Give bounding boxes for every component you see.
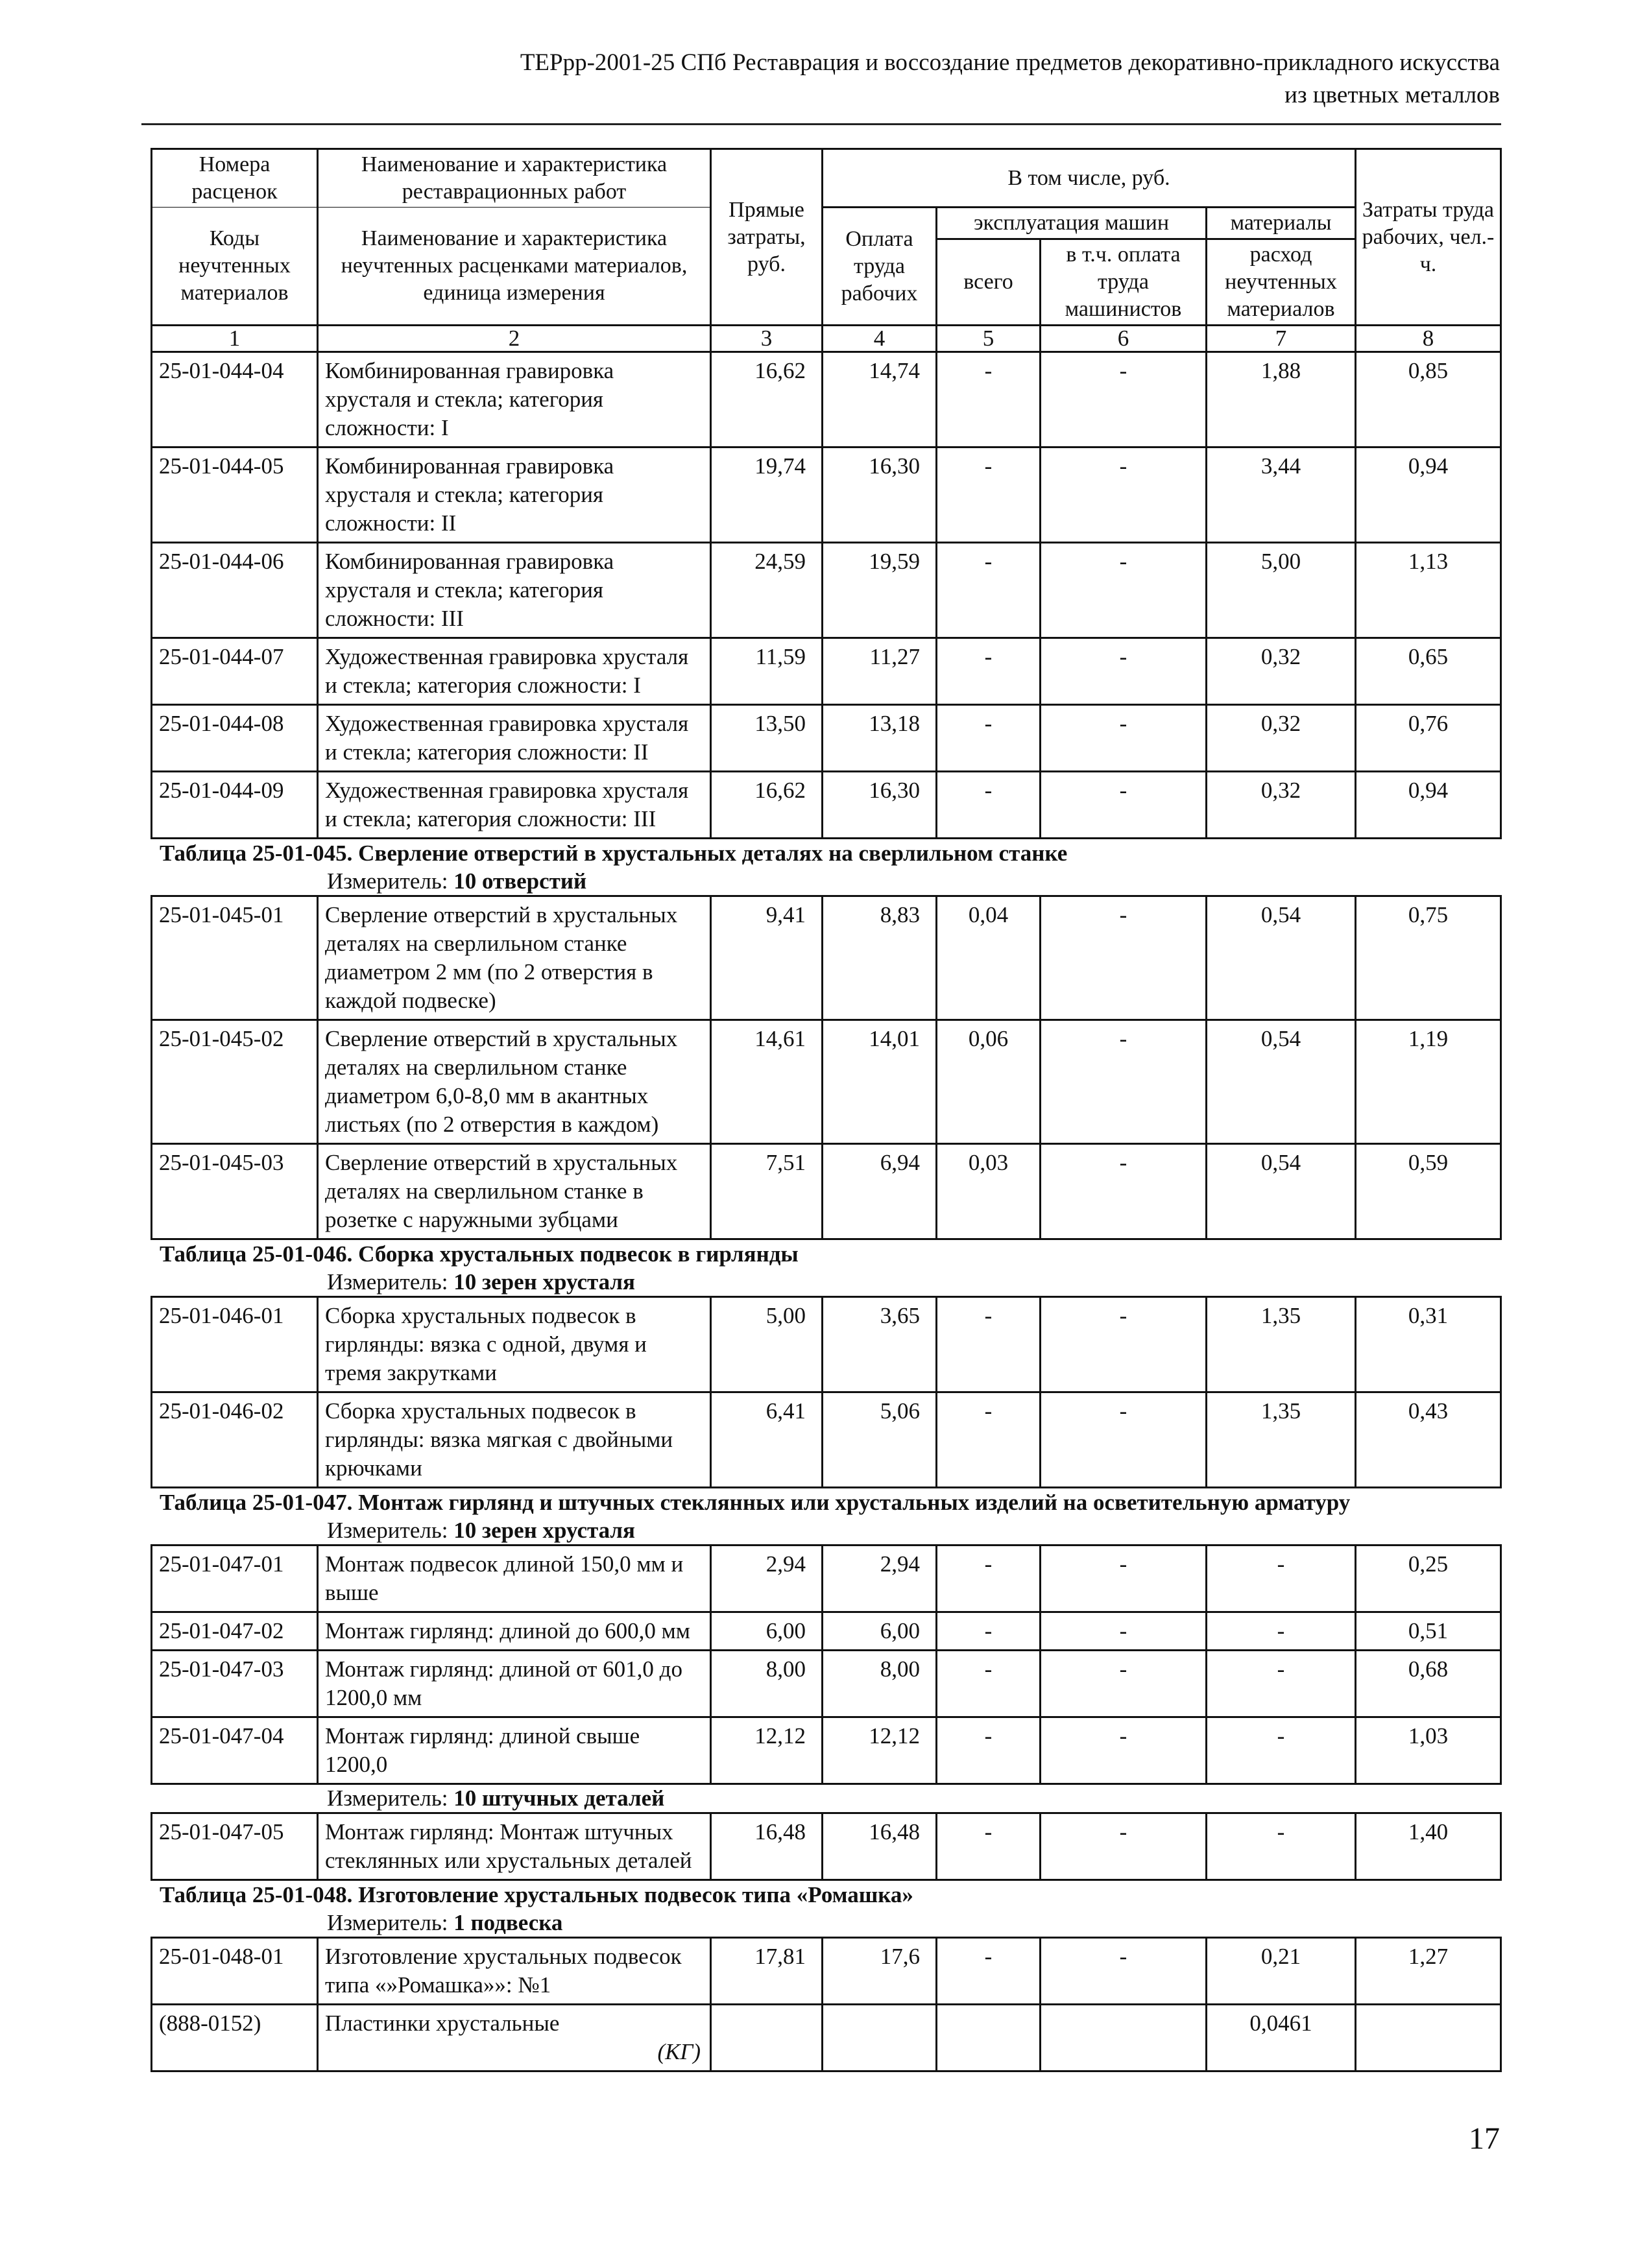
material-amount: 0,0461 <box>1207 2005 1356 2071</box>
direct-cost: 6,00 <box>711 1612 823 1651</box>
price-table <box>151 1296 1502 1488</box>
work-name: Монтаж гирлянд: длиной от 601,0 до 1200,0 мм <box>318 1651 711 1717</box>
meter-value: 10 штучных деталей <box>453 1785 665 1811</box>
table-meter <box>151 1785 1500 1812</box>
material-cost: 1,35 <box>1207 1297 1356 1392</box>
table-row <box>152 705 1501 772</box>
machinist-wage: - <box>1041 1938 1207 2005</box>
wage-cost: 14,01 <box>823 1020 937 1144</box>
machinist-wage: - <box>1041 1651 1207 1717</box>
table-row <box>152 1297 1501 1392</box>
col-number: 7 <box>1207 326 1356 352</box>
machinist-wage: - <box>1041 705 1207 772</box>
header-line-1: ТЕРрр-2001-25 СПб Реставрация и воссоздание предметов декоративно-прикладного искусства <box>520 49 1500 76</box>
col-name-bottom: Наименование и характеристика неучтенных расценками материалов, единица измерения <box>318 208 711 326</box>
work-name: Сборка хрустальных подвесок в гирлянды: вязка с одной, двумя и тремя закрутками <box>318 1297 711 1392</box>
machinist-wage: - <box>1041 1717 1207 1784</box>
work-name: Художественная гравировка хрусталя и стекла; категория сложности: I <box>318 638 711 705</box>
labor-hours: 0,76 <box>1356 705 1501 772</box>
direct-cost: 8,00 <box>711 1651 823 1717</box>
machine-cost: - <box>937 772 1041 839</box>
meter-value: 10 зерен хрусталя <box>453 1269 635 1295</box>
rate-code: 25-01-044-09 <box>152 772 318 839</box>
meter-value: 1 подвеска <box>453 1910 563 1935</box>
machine-cost: - <box>937 352 1041 448</box>
material-cost: 0,54 <box>1207 1144 1356 1239</box>
table-row <box>152 1020 1501 1144</box>
labor-hours: 1,13 <box>1356 543 1501 638</box>
col-labor: Затраты труда рабочих, чел.-ч. <box>1356 149 1501 326</box>
rate-code: 25-01-045-02 <box>152 1020 318 1144</box>
work-name: Комбинированная гравировка хрусталя и стекла; категория сложности: III <box>318 543 711 638</box>
machine-cost: - <box>937 1717 1041 1784</box>
col-number: 5 <box>937 326 1041 352</box>
machine-cost: 0,03 <box>937 1144 1041 1239</box>
table-caption-text: Сверление отверстий в хрустальных деталях на сверлильном станке <box>358 841 1068 866</box>
machine-cost: - <box>937 1938 1041 2005</box>
wage-cost: 19,59 <box>823 543 937 638</box>
machinist-wage: - <box>1041 1546 1207 1612</box>
work-name: Художественная гравировка хрусталя и стекла; категория сложности: III <box>318 772 711 839</box>
work-name: Монтаж гирлянд: длиной до 600,0 мм <box>318 1612 711 1651</box>
table-row <box>152 543 1501 638</box>
machine-cost: - <box>937 705 1041 772</box>
material-cost: - <box>1207 1612 1356 1651</box>
material-cost: 1,35 <box>1207 1392 1356 1488</box>
machinist-wage: - <box>1041 352 1207 448</box>
table-caption <box>151 1240 1500 1269</box>
rate-code: 25-01-046-01 <box>152 1297 318 1392</box>
work-name: Сверление отверстий в хрустальных деталях на сверлильном станке в розетке с наружными зубцами <box>318 1144 711 1239</box>
rate-code: 25-01-044-08 <box>152 705 318 772</box>
table-row <box>152 772 1501 839</box>
machinist-wage: - <box>1041 896 1207 1020</box>
table-row <box>152 1144 1501 1239</box>
table-row <box>152 1717 1501 1784</box>
table-row <box>152 352 1501 448</box>
machine-cost: 0,04 <box>937 896 1041 1020</box>
work-name: Монтаж подвесок длиной 150,0 мм и выше <box>318 1546 711 1612</box>
col-number: 2 <box>318 326 711 352</box>
table-row <box>152 896 1501 1020</box>
col-wage: Оплата труда рабочих <box>823 208 937 326</box>
machinist-wage: - <box>1041 448 1207 543</box>
labor-hours: 0,59 <box>1356 1144 1501 1239</box>
machinist-wage: - <box>1041 1612 1207 1651</box>
col-number: 4 <box>823 326 937 352</box>
col-name-top: Наименование и характеристика реставрационных работ <box>318 149 711 208</box>
col-mach-total: всего <box>937 239 1041 326</box>
rate-code: 25-01-047-05 <box>152 1813 318 1880</box>
rate-code: 25-01-044-05 <box>152 448 318 543</box>
table-row <box>152 1651 1501 1717</box>
machinist-wage: - <box>1041 1297 1207 1392</box>
table-row <box>152 1392 1501 1488</box>
material-cost: 0,54 <box>1207 896 1356 1020</box>
rate-code: 25-01-045-01 <box>152 896 318 1020</box>
direct-cost: 6,41 <box>711 1392 823 1488</box>
wage-cost: 6,00 <box>823 1612 937 1651</box>
material-row <box>152 2005 1501 2071</box>
empty-cell <box>711 2005 823 2071</box>
machine-cost: - <box>937 638 1041 705</box>
price-table <box>151 351 1502 839</box>
labor-hours: 1,03 <box>1356 1717 1501 1784</box>
material-cost: - <box>1207 1813 1356 1880</box>
direct-cost: 16,62 <box>711 772 823 839</box>
labor-hours: 0,75 <box>1356 896 1501 1020</box>
material-cost: 0,21 <box>1207 1938 1356 2005</box>
empty-cell <box>937 2005 1041 2071</box>
wage-cost: 2,94 <box>823 1546 937 1612</box>
col-number: 6 <box>1041 326 1207 352</box>
header-line-2: из цветных металлов <box>1284 82 1500 108</box>
work-name: Комбинированная гравировка хрусталя и стекла; категория сложности: II <box>318 448 711 543</box>
col-number: 8 <box>1356 326 1501 352</box>
rate-code: 25-01-044-06 <box>152 543 318 638</box>
direct-cost: 12,12 <box>711 1717 823 1784</box>
labor-hours: 1,27 <box>1356 1938 1501 2005</box>
machinist-wage: - <box>1041 1392 1207 1488</box>
work-name: Сверление отверстий в хрустальных деталях на сверлильном станке диаметром 2 мм (по 2 отверстия в каждой подвеске) <box>318 896 711 1020</box>
table-sections <box>151 351 1500 2072</box>
col-mach-wage: в т.ч. оплата труда машинистов <box>1041 239 1207 326</box>
document-body <box>151 148 1500 2072</box>
col-direct: Прямые затраты, руб. <box>711 149 823 326</box>
meter-label: Измеритель: <box>327 1910 448 1935</box>
direct-cost: 7,51 <box>711 1144 823 1239</box>
machine-cost: - <box>937 1813 1041 1880</box>
material-cost: - <box>1207 1546 1356 1612</box>
work-name: Изготовление хрустальных подвесок типа «»Ромашка»»: №1 <box>318 1938 711 2005</box>
direct-cost: 5,00 <box>711 1297 823 1392</box>
labor-hours: 0,68 <box>1356 1651 1501 1717</box>
rate-code: 25-01-047-04 <box>152 1717 318 1784</box>
work-name: Художественная гравировка хрусталя и стекла; категория сложности: II <box>318 705 711 772</box>
wage-cost: 13,18 <box>823 705 937 772</box>
empty-cell <box>1356 2005 1501 2071</box>
direct-cost: 16,48 <box>711 1813 823 1880</box>
wage-cost: 12,12 <box>823 1717 937 1784</box>
machinist-wage: - <box>1041 638 1207 705</box>
material-name-cell <box>318 2005 711 2071</box>
wage-cost: 8,00 <box>823 1651 937 1717</box>
empty-cell <box>1041 2005 1207 2071</box>
table-caption-label: Таблица 25-01-046. <box>160 1241 353 1267</box>
labor-hours: 0,51 <box>1356 1612 1501 1651</box>
material-cost: 0,32 <box>1207 705 1356 772</box>
machine-cost: 0,06 <box>937 1020 1041 1144</box>
rate-code: 25-01-047-02 <box>152 1612 318 1651</box>
labor-hours: 0,85 <box>1356 352 1501 448</box>
machine-cost: - <box>937 1612 1041 1651</box>
machine-cost: - <box>937 1297 1041 1392</box>
price-table <box>151 1812 1502 1881</box>
meter-value: 10 отверстий <box>453 868 587 894</box>
material-name: Пластинки хрустальные <box>325 2011 560 2036</box>
table-row <box>152 1813 1501 1880</box>
machine-cost: - <box>937 1392 1041 1488</box>
material-code: (888-0152) <box>152 2005 318 2071</box>
direct-cost: 14,61 <box>711 1020 823 1144</box>
wage-cost: 16,30 <box>823 448 937 543</box>
machinist-wage: - <box>1041 1020 1207 1144</box>
rate-code: 25-01-044-07 <box>152 638 318 705</box>
price-table <box>151 1937 1502 2072</box>
work-name: Монтаж гирлянд: длиной свыше 1200,0 <box>318 1717 711 1784</box>
table-row <box>152 448 1501 543</box>
table-caption-text: Монтаж гирлянд и штучных стеклянных или хрустальных изделий на осветительную арматуру <box>358 1490 1351 1515</box>
meter-label: Измеритель: <box>327 1269 448 1295</box>
direct-cost: 13,50 <box>711 705 823 772</box>
header-rule <box>141 123 1501 125</box>
table-meter <box>151 1517 1500 1544</box>
material-cost: 0,54 <box>1207 1020 1356 1144</box>
machinist-wage: - <box>1041 1144 1207 1239</box>
direct-cost: 17,81 <box>711 1938 823 2005</box>
machinist-wage: - <box>1041 543 1207 638</box>
table-caption-text: Изготовление хрустальных подвесок типа «Ромашка» <box>358 1882 913 1907</box>
rate-code: 25-01-048-01 <box>152 1938 318 2005</box>
col-mat-amount: расход неучтенных материалов <box>1207 239 1356 326</box>
direct-cost: 9,41 <box>711 896 823 1020</box>
table-caption <box>151 1488 1500 1517</box>
rate-code: 25-01-044-04 <box>152 352 318 448</box>
col-machines: эксплуатация машин <box>937 208 1207 239</box>
meter-label: Измеритель: <box>327 1785 448 1811</box>
col-number: 1 <box>152 326 318 352</box>
price-table <box>151 895 1502 1240</box>
material-cost: 5,00 <box>1207 543 1356 638</box>
table-meter <box>151 1909 1500 1937</box>
col-group: В том числе, руб. <box>823 149 1356 208</box>
material-cost: 0,32 <box>1207 772 1356 839</box>
table-row <box>152 638 1501 705</box>
meter-value: 10 зерен хрусталя <box>453 1518 635 1543</box>
wage-cost: 11,27 <box>823 638 937 705</box>
machine-cost: - <box>937 543 1041 638</box>
table-meter <box>151 868 1500 895</box>
wage-cost: 3,65 <box>823 1297 937 1392</box>
material-cost: - <box>1207 1717 1356 1784</box>
machine-cost: - <box>937 1651 1041 1717</box>
col-number: 3 <box>711 326 823 352</box>
rate-code: 25-01-047-03 <box>152 1651 318 1717</box>
table-row <box>152 1612 1501 1651</box>
work-name: Сверление отверстий в хрустальных деталях на сверлильном станке диаметром 6,0-8,0 мм в акантных листьях (по 2 отверстия в каждом) <box>318 1020 711 1144</box>
material-cost: 3,44 <box>1207 448 1356 543</box>
table-row <box>152 1546 1501 1612</box>
table-row <box>152 1938 1501 2005</box>
table-caption-label: Таблица 25-01-047. <box>160 1490 353 1515</box>
direct-cost: 24,59 <box>711 543 823 638</box>
rate-code: 25-01-047-01 <box>152 1546 318 1612</box>
wage-cost: 17,6 <box>823 1938 937 2005</box>
labor-hours: 0,31 <box>1356 1297 1501 1392</box>
machinist-wage: - <box>1041 1813 1207 1880</box>
material-cost: 0,32 <box>1207 638 1356 705</box>
direct-cost: 2,94 <box>711 1546 823 1612</box>
wage-cost: 5,06 <box>823 1392 937 1488</box>
table-caption-label: Таблица 25-01-048. <box>160 1882 353 1907</box>
work-name: Комбинированная гравировка хрусталя и стекла; категория сложности: I <box>318 352 711 448</box>
labor-hours: 0,43 <box>1356 1392 1501 1488</box>
table-caption <box>151 839 1500 868</box>
table-meter <box>151 1269 1500 1296</box>
direct-cost: 19,74 <box>711 448 823 543</box>
rate-code: 25-01-045-03 <box>152 1144 318 1239</box>
price-table <box>151 1544 1502 1785</box>
labor-hours: 0,25 <box>1356 1546 1501 1612</box>
material-cost: - <box>1207 1651 1356 1717</box>
col-codes-bottom: Коды неучтенных материалов <box>152 208 318 326</box>
wage-cost: 6,94 <box>823 1144 937 1239</box>
wage-cost: 16,48 <box>823 1813 937 1880</box>
wage-cost: 14,74 <box>823 352 937 448</box>
table-caption-text: Сборка хрустальных подвесок в гирлянды <box>358 1241 799 1267</box>
empty-cell <box>823 2005 937 2071</box>
labor-hours: 0,94 <box>1356 772 1501 839</box>
work-name: Монтаж гирлянд: Монтаж штучных стеклянных или хрустальных деталей <box>318 1813 711 1880</box>
labor-hours: 1,19 <box>1356 1020 1501 1144</box>
machinist-wage: - <box>1041 772 1207 839</box>
material-cost: 1,88 <box>1207 352 1356 448</box>
labor-hours: 0,94 <box>1356 448 1501 543</box>
machine-cost: - <box>937 448 1041 543</box>
table-caption <box>151 1881 1500 1909</box>
col-codes-top: Номера расценок <box>152 149 318 208</box>
wage-cost: 8,83 <box>823 896 937 1020</box>
work-name: Сборка хрустальных подвесок в гирлянды: вязка мягкая с двойными крючками <box>318 1392 711 1488</box>
machine-cost: - <box>937 1546 1041 1612</box>
direct-cost: 16,62 <box>711 352 823 448</box>
labor-hours: 0,65 <box>1356 638 1501 705</box>
meter-label: Измеритель: <box>327 868 448 894</box>
material-unit: (КГ) <box>657 2039 701 2064</box>
rate-code: 25-01-046-02 <box>152 1392 318 1488</box>
running-header <box>202 47 1500 112</box>
page-number: 17 <box>1469 2121 1500 2156</box>
direct-cost: 11,59 <box>711 638 823 705</box>
table-caption-label: Таблица 25-01-045. <box>160 841 353 866</box>
col-materials: материалы <box>1207 208 1356 239</box>
meter-label: Измеритель: <box>327 1518 448 1543</box>
labor-hours: 1,40 <box>1356 1813 1501 1880</box>
price-table-header <box>151 148 1502 353</box>
wage-cost: 16,30 <box>823 772 937 839</box>
